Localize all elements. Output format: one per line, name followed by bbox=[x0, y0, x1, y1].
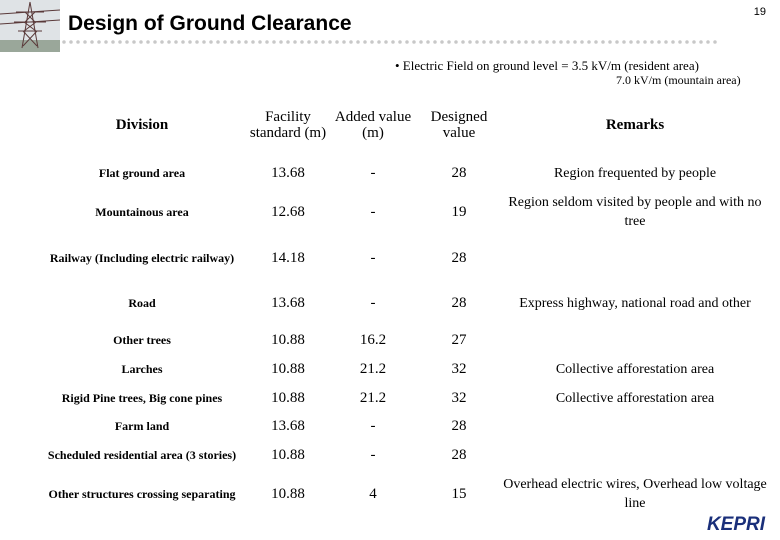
cell-added: - bbox=[370, 417, 376, 434]
table-row bbox=[38, 326, 768, 354]
cell-added: 21.2 bbox=[359, 389, 387, 406]
cell-added: - bbox=[370, 164, 376, 181]
cell-division: Road bbox=[128, 296, 156, 310]
table-row bbox=[38, 354, 768, 384]
dotted-divider bbox=[62, 40, 718, 44]
cell-remarks: Collective afforestation area bbox=[555, 361, 715, 377]
cell-facility: 10.88 bbox=[271, 485, 305, 502]
cell-division: Farm land bbox=[114, 419, 170, 433]
cell-added: 21.2 bbox=[359, 360, 387, 377]
cell-division: Railway (Including electric railway) bbox=[49, 251, 235, 265]
cell-remarks bbox=[502, 440, 768, 470]
table-row bbox=[38, 470, 768, 518]
cell-remarks: Region seldom visited by people and with no tree bbox=[508, 195, 762, 229]
table-header-row bbox=[38, 92, 768, 158]
cell-designed: 28 bbox=[451, 417, 467, 434]
cell-division: Other structures crossing separating bbox=[48, 487, 236, 501]
electric-field-note: • Electric Field on ground level = 3.5 kV/m (resident area) bbox=[395, 58, 699, 73]
cell-facility: 13.68 bbox=[271, 417, 305, 434]
cell-remarks: Collective afforestation area bbox=[555, 390, 715, 406]
cell-remarks bbox=[502, 326, 768, 354]
cell-facility: 13.68 bbox=[271, 294, 305, 311]
cell-division: Flat ground area bbox=[98, 166, 186, 180]
table-row bbox=[38, 158, 768, 188]
cell-designed: 28 bbox=[451, 294, 467, 311]
header-designed-value: Designed value bbox=[430, 109, 488, 141]
table-row bbox=[38, 412, 768, 440]
cell-designed: 15 bbox=[451, 485, 467, 502]
cell-facility: 14.18 bbox=[271, 249, 305, 266]
table-row bbox=[38, 280, 768, 326]
cell-facility: 12.68 bbox=[271, 203, 305, 220]
electric-field-note-mountain: 7.0 kV/m (mountain area) bbox=[616, 73, 741, 87]
cell-remarks: Overhead electric wires, Overhead low voltage line bbox=[503, 477, 767, 511]
cell-designed: 27 bbox=[451, 331, 467, 348]
transmission-tower-photo bbox=[0, 0, 60, 52]
cell-designed: 19 bbox=[451, 203, 467, 220]
header-facility-standard: Facility standard (m) bbox=[249, 109, 327, 141]
cell-designed: 28 bbox=[451, 164, 467, 181]
cell-division: Scheduled residential area (3 stories) bbox=[47, 448, 237, 462]
ground-clearance-table bbox=[38, 92, 768, 518]
cell-added: - bbox=[370, 249, 376, 266]
cell-remarks bbox=[502, 236, 768, 280]
cell-designed: 32 bbox=[451, 360, 467, 377]
cell-division: Other trees bbox=[113, 333, 171, 347]
cell-added: - bbox=[370, 203, 376, 220]
cell-facility: 10.88 bbox=[271, 389, 305, 406]
page-number: 19 bbox=[753, 6, 766, 18]
cell-remarks: Express highway, national road and other bbox=[519, 295, 751, 311]
cell-facility: 10.88 bbox=[271, 360, 305, 377]
cell-facility: 10.88 bbox=[271, 446, 305, 463]
page-title: Design of Ground Clearance bbox=[68, 12, 352, 35]
logo-text: KEPRI bbox=[706, 514, 766, 534]
cell-designed: 28 bbox=[451, 446, 467, 463]
table-row bbox=[38, 236, 768, 280]
cell-remarks: Region frequented by people bbox=[553, 165, 717, 181]
cell-added: - bbox=[370, 294, 376, 311]
header-added-value: Added value (m) bbox=[334, 109, 412, 141]
table-row bbox=[38, 440, 768, 470]
table-row bbox=[38, 384, 768, 412]
cell-facility: 10.88 bbox=[271, 331, 305, 348]
cell-added: 16.2 bbox=[359, 331, 387, 348]
cell-added: 4 bbox=[369, 485, 377, 502]
cell-added: - bbox=[370, 446, 376, 463]
cell-division: Mountainous area bbox=[95, 205, 189, 219]
kepri-logo bbox=[702, 512, 770, 534]
cell-designed: 32 bbox=[451, 389, 467, 406]
cell-facility: 13.68 bbox=[271, 164, 305, 181]
cell-division: Rigid Pine trees, Big cone pines bbox=[61, 391, 223, 405]
cell-designed: 28 bbox=[451, 249, 467, 266]
table-row bbox=[38, 188, 768, 236]
cell-division: Larches bbox=[121, 362, 163, 376]
cell-remarks bbox=[502, 412, 768, 440]
header-division: Division bbox=[115, 117, 169, 133]
header-remarks: Remarks bbox=[605, 117, 665, 133]
